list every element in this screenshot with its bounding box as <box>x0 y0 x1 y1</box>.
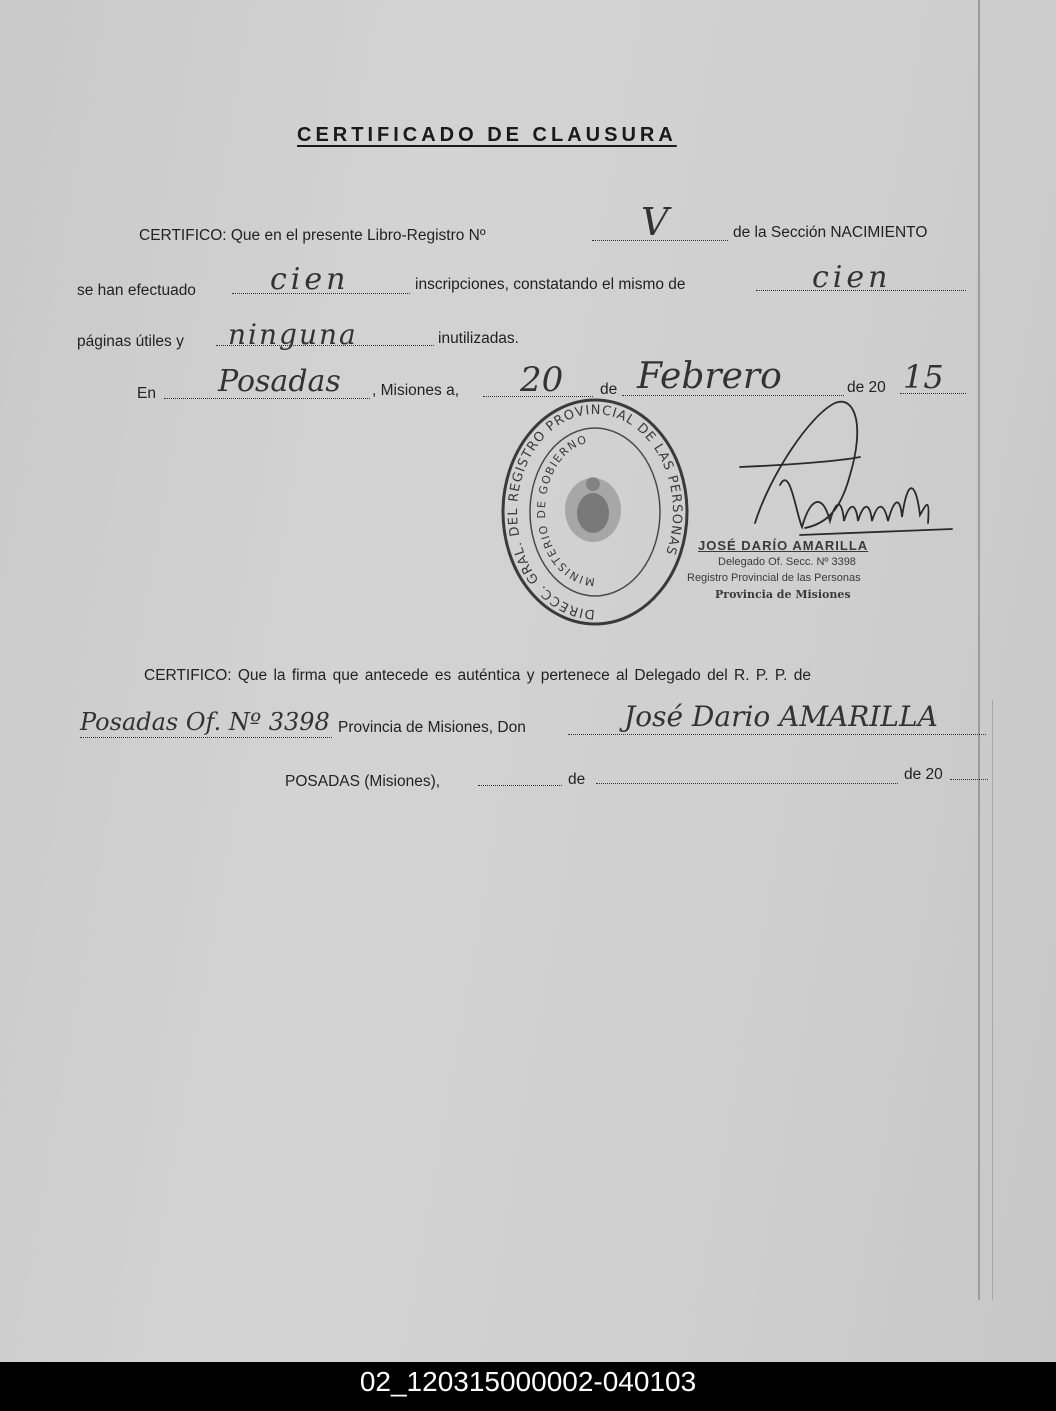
cert2-line1-text: CERTIFICO: Que la firma que antecede es auténtica y pertenece al Delegado del R. P. P. de <box>144 667 812 684</box>
handwritten-inscriptions: cien <box>270 262 350 297</box>
cert1-line2-middle: inscripciones, constatando el mismo de <box>415 276 686 293</box>
delegate-name: JOSÉ DARÍO AMARILLA <box>698 538 869 553</box>
seal-inner-text: MINISTERIO DE GOBIERNO <box>534 432 596 589</box>
official-seal <box>500 398 690 626</box>
handwritten-unused: ninguna <box>228 318 358 351</box>
document-title: CERTIFICADO DE CLAUSURA <box>297 124 677 146</box>
cert2-line2-text: Provincia de Misiones, Don <box>338 719 526 736</box>
handwritten-signature <box>730 395 960 545</box>
handwritten-pages: cien <box>812 260 892 295</box>
seal-outer-text: DIRECC. GRAL. DEL REGISTRO PROVINCIAL DE LAS PERSONAS <box>506 402 685 622</box>
cert1-line4-year-prefix: de 20 <box>847 379 886 396</box>
fill-line <box>80 737 332 738</box>
cert1-line4-de: de <box>600 381 618 398</box>
cert2-line3-text: POSADAS (Misiones), <box>285 773 441 790</box>
scan-id-label: 02_120315000002-040103 <box>0 1362 1056 1411</box>
fill-line <box>478 785 562 786</box>
cert1-line4-text: En <box>137 385 156 402</box>
cert1-line4-misiones: , Misiones a, <box>372 382 460 399</box>
handwritten-month: Febrero <box>637 356 782 397</box>
page-edge <box>992 700 993 1300</box>
cert1-line3-text: páginas útiles y <box>77 333 184 350</box>
coat-of-arms-icon <box>565 477 621 542</box>
fill-line <box>596 783 898 784</box>
handwritten-office: Posadas Of. Nº 3398 <box>80 708 330 736</box>
fill-line <box>950 779 988 780</box>
delegate-province: Provincia de Misiones <box>715 588 851 601</box>
handwritten-day: 20 <box>520 360 564 400</box>
cert1-line1-text: CERTIFICO: Que en el presente Libro-Registro Nº <box>139 227 486 244</box>
delegate-role: Delegado Of. Secc. Nº 3398 <box>718 556 856 568</box>
cert2-line3-year-prefix: de 20 <box>904 766 943 783</box>
cert1-line2-text: se han efectuado <box>77 282 196 299</box>
handwritten-book-number: V <box>641 200 669 244</box>
handwritten-delegate-name: José Dario AMARILLA <box>624 700 938 733</box>
handwritten-city: Posadas <box>218 364 341 399</box>
cert2-line3-de: de <box>568 771 586 788</box>
handwritten-year: 15 <box>903 358 944 396</box>
delegate-organization: Registro Provincial de las Personas <box>687 572 861 584</box>
cert1-line1-end: de la Sección NACIMIENTO <box>733 224 928 241</box>
page-edge <box>978 0 980 1300</box>
fill-line <box>568 734 986 735</box>
cert1-line3-end: inutilizadas. <box>438 330 519 347</box>
